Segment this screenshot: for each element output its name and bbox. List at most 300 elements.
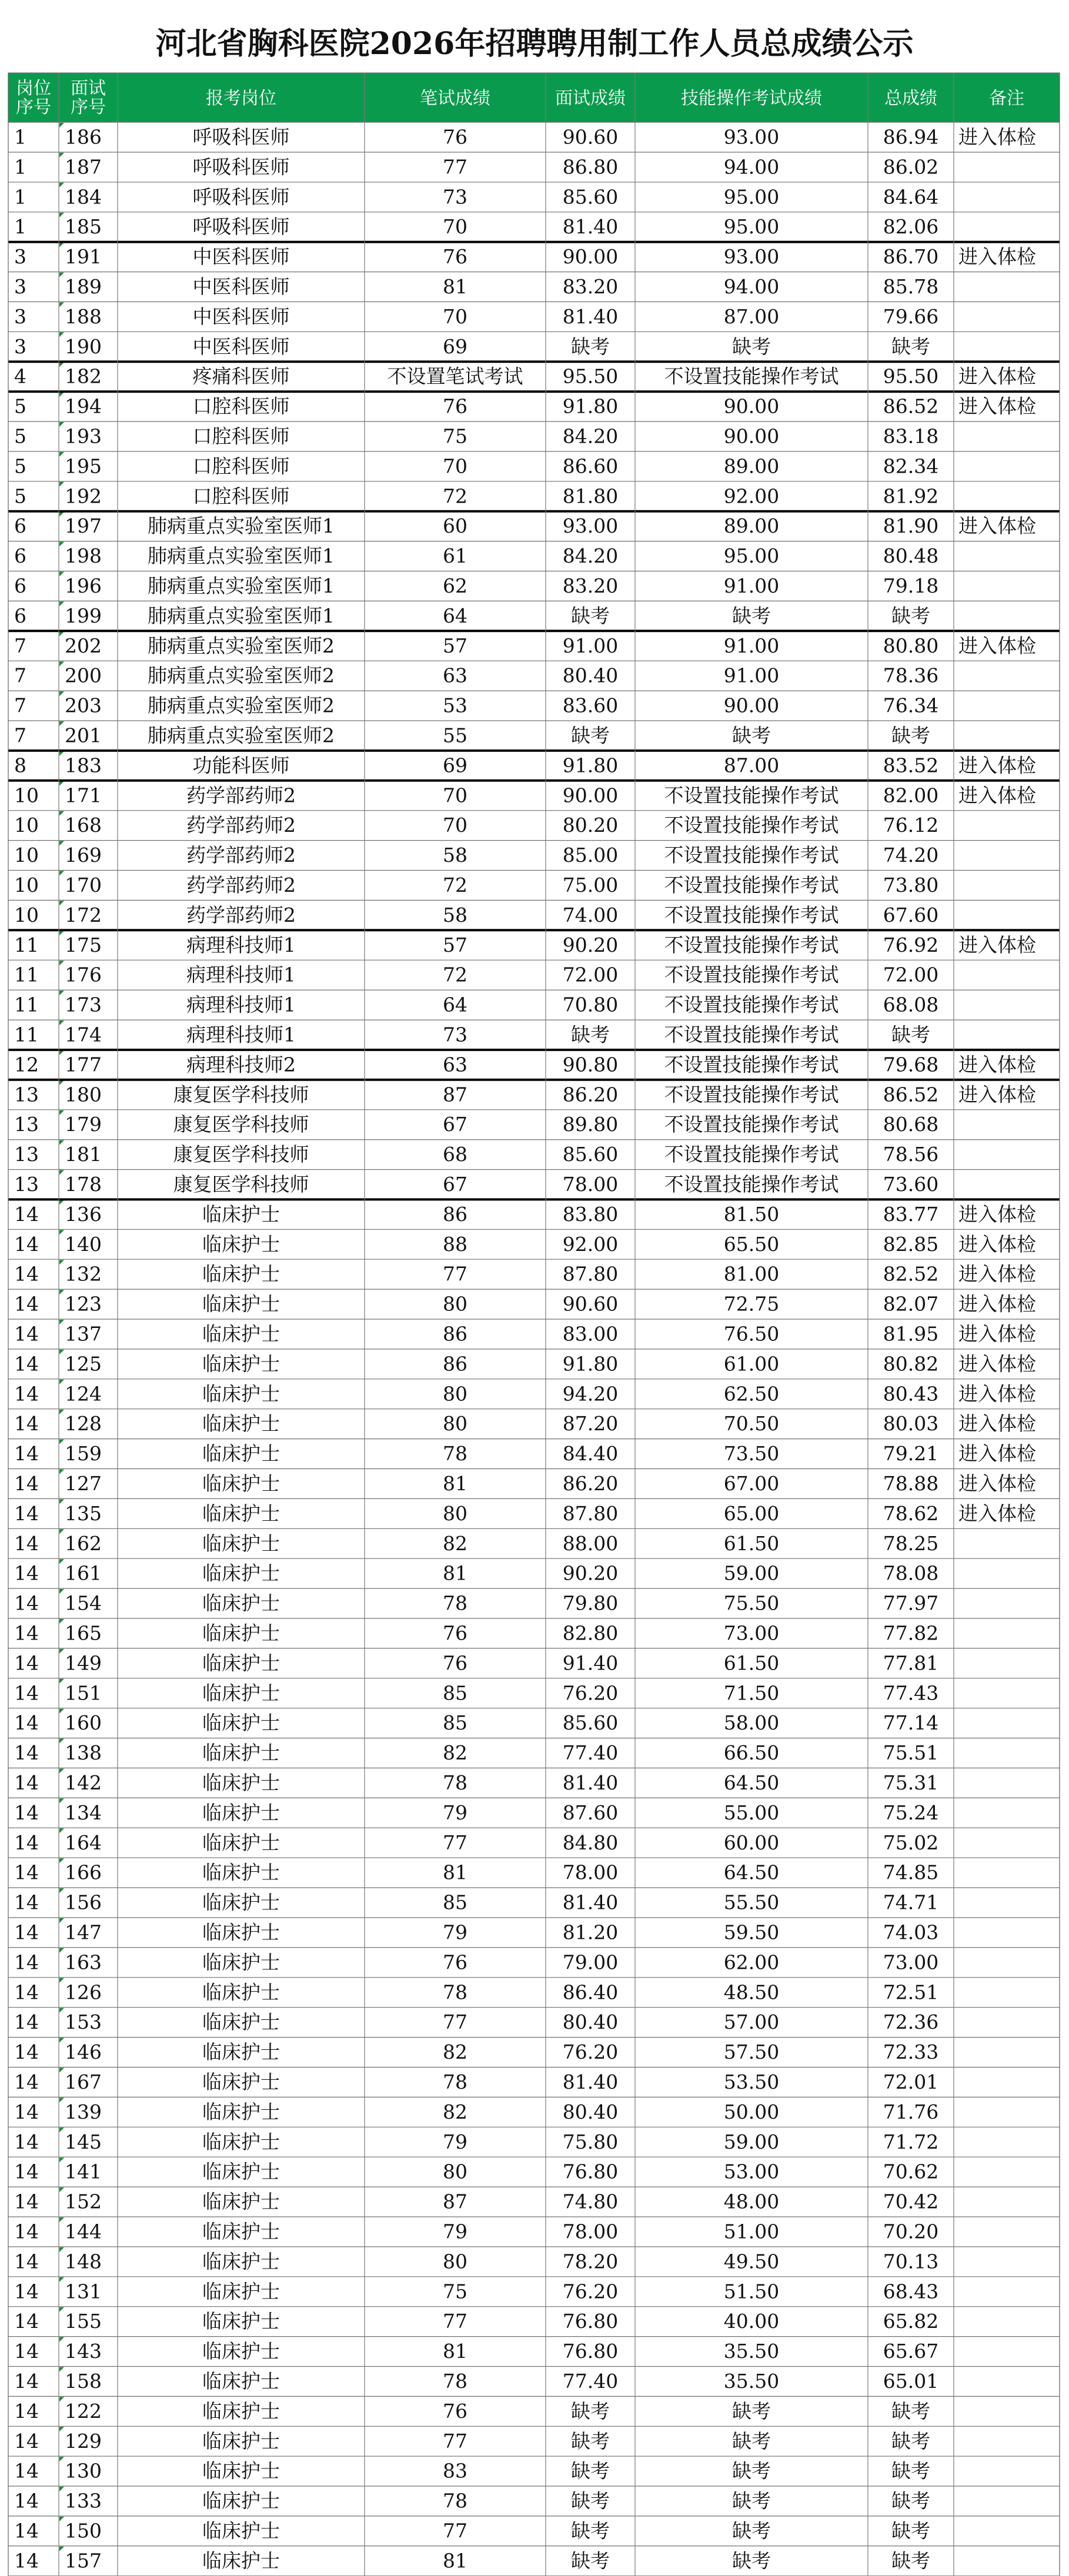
cell-interview-no: 141 — [65, 2160, 102, 2183]
cell-position: 临床护士 — [202, 1921, 280, 1944]
cell-written-score: 67 — [443, 1172, 467, 1196]
cell-written-score: 87 — [443, 1083, 467, 1106]
cell-position: 临床护士 — [202, 2549, 280, 2572]
cell-marker-icon — [59, 213, 64, 218]
table-row — [14, 2127, 938, 2153]
cell-interview-score: 78.00 — [562, 1861, 619, 1884]
cell-interview-score: 86.20 — [562, 1471, 619, 1495]
table-row — [14, 631, 1036, 657]
cell-post-no: 14 — [14, 1471, 39, 1495]
cell-marker-icon — [59, 1769, 64, 1774]
cell-interview-score: 78.00 — [562, 1172, 619, 1196]
cell-skill-score: 35.50 — [723, 2369, 780, 2393]
cell-position: 临床护士 — [202, 2489, 280, 2513]
cell-skill-score: 73.00 — [723, 1621, 780, 1645]
cell-written-score: 85 — [443, 1891, 467, 1914]
cell-post-no: 14 — [14, 1711, 39, 1735]
cell-interview-score: 缺考 — [571, 2519, 610, 2542]
cell-marker-icon — [59, 1230, 64, 1235]
cell-interview-score: 76.20 — [562, 1681, 619, 1705]
cell-marker-icon — [59, 1529, 64, 1534]
table-row — [14, 1051, 1036, 1076]
cell-marker-icon — [59, 691, 64, 696]
cell-position: 临床护士 — [202, 1591, 280, 1615]
cell-post-no: 1 — [14, 215, 26, 239]
cell-written-score: 80 — [443, 2160, 467, 2183]
cell-total-score: 78.08 — [883, 1561, 939, 1585]
cell-written-score: 57 — [443, 634, 467, 657]
cell-marker-icon — [59, 1080, 64, 1085]
cell-interview-score: 缺考 — [571, 334, 610, 358]
cell-interview-no: 190 — [65, 334, 102, 358]
cell-skill-score: 62.00 — [723, 1951, 780, 1974]
table-row — [14, 482, 938, 507]
cell-post-no: 6 — [14, 604, 26, 627]
table-row — [14, 2247, 938, 2273]
cell-interview-no: 157 — [65, 2549, 102, 2572]
cell-interview-score: 83.20 — [562, 574, 619, 597]
cell-written-score: 88 — [443, 1232, 467, 1256]
cell-written-score: 75 — [443, 2280, 467, 2303]
table-row — [14, 781, 1036, 807]
cell-post-no: 14 — [14, 2040, 39, 2064]
cell-written-score: 78 — [443, 1591, 467, 1615]
cell-marker-icon — [59, 2187, 64, 2192]
table-row — [14, 1170, 938, 1196]
cell-post-no: 14 — [14, 1771, 39, 1794]
cell-marker-icon — [59, 1140, 64, 1145]
cell-position: 口腔科医师 — [192, 484, 290, 508]
cell-total-score: 80.82 — [883, 1352, 939, 1376]
cell-remark: 进入体检 — [958, 634, 1036, 657]
cell-post-no: 14 — [14, 1412, 39, 1436]
cell-written-score: 60 — [443, 514, 467, 538]
table-row — [14, 1380, 1036, 1405]
cell-remark: 进入体检 — [958, 1501, 1036, 1525]
cell-marker-icon — [59, 2038, 64, 2043]
table-row — [14, 1140, 938, 1166]
cell-written-score: 77 — [443, 2519, 467, 2542]
cell-post-no: 14 — [14, 2310, 39, 2333]
cell-position: 临床护士 — [202, 1980, 280, 2004]
cell-position: 临床护士 — [202, 1891, 280, 1914]
cell-skill-score: 53.00 — [723, 2160, 780, 2183]
cell-skill-score: 49.50 — [723, 2250, 780, 2273]
cell-interview-no: 163 — [65, 1951, 102, 1974]
cell-interview-score: 缺考 — [571, 1023, 610, 1046]
cell-post-no: 5 — [14, 484, 26, 508]
cell-interview-no: 172 — [65, 903, 102, 926]
cell-written-score: 73 — [443, 1023, 467, 1046]
cell-position: 临床护士 — [202, 1771, 280, 1794]
cell-interview-no: 182 — [65, 364, 102, 388]
cell-skill-score: 不设置技能操作考试 — [664, 993, 839, 1016]
cell-total-score: 86.02 — [883, 155, 939, 179]
cell-interview-score: 85.60 — [562, 1143, 619, 1166]
cell-total-score: 79.21 — [883, 1442, 939, 1466]
cell-total-score: 74.85 — [883, 1861, 939, 1884]
cell-interview-score: 75.00 — [562, 873, 619, 896]
cell-interview-score: 91.40 — [562, 1651, 619, 1675]
cell-skill-score: 95.00 — [723, 215, 780, 239]
cell-skill-score: 缺考 — [732, 334, 771, 358]
cell-position: 临床护士 — [202, 1951, 280, 1974]
cell-post-no: 7 — [14, 724, 26, 747]
cell-skill-score: 89.00 — [723, 454, 780, 478]
cell-marker-icon — [59, 2397, 64, 2401]
cell-marker-icon — [59, 2427, 64, 2431]
cell-post-no: 3 — [14, 305, 26, 328]
cell-total-score: 71.72 — [883, 2130, 939, 2153]
cell-written-score: 76 — [443, 394, 467, 418]
cell-skill-score: 不设置技能操作考试 — [664, 1113, 839, 1136]
cell-marker-icon — [59, 1410, 64, 1414]
table-row — [14, 2397, 930, 2422]
cell-interview-score: 70.80 — [562, 993, 619, 1016]
cell-remark: 进入体检 — [958, 1442, 1036, 1466]
cell-interview-no: 180 — [65, 1083, 102, 1106]
cell-position: 药学部药师2 — [186, 873, 296, 896]
cell-interview-score: 72.00 — [562, 963, 619, 986]
cell-total-score: 73.80 — [883, 873, 939, 896]
cell-position: 临床护士 — [202, 1801, 280, 1824]
cell-skill-score: 55.50 — [723, 1891, 780, 1914]
cell-position: 病理科技师1 — [186, 1023, 296, 1046]
cell-interview-no: 191 — [65, 245, 102, 269]
cell-skill-score: 93.00 — [723, 245, 780, 269]
cell-written-score: 80 — [443, 1501, 467, 1525]
cell-interview-score: 92.00 — [562, 1232, 619, 1256]
cell-skill-score: 不设置技能操作考试 — [664, 1053, 839, 1076]
cell-total-score: 78.56 — [883, 1143, 939, 1166]
cell-written-score: 69 — [443, 334, 467, 358]
cell-skill-score: 55.00 — [723, 1801, 780, 1824]
cell-position: 肺病重点实验室医师2 — [148, 694, 335, 717]
cell-post-no: 14 — [14, 1681, 39, 1705]
cell-post-no: 14 — [14, 2369, 39, 2393]
cell-interview-no: 189 — [65, 275, 102, 298]
cell-post-no: 14 — [14, 2489, 39, 2513]
cell-written-score: 67 — [443, 1113, 467, 1136]
cell-interview-no: 151 — [65, 1681, 102, 1705]
cell-post-no: 14 — [14, 1921, 39, 1944]
cell-interview-score: 84.20 — [562, 424, 619, 448]
cell-marker-icon — [59, 332, 64, 337]
cell-interview-score: 76.20 — [562, 2280, 619, 2303]
cell-interview-no: 177 — [65, 1053, 102, 1076]
cell-interview-score: 95.50 — [562, 364, 619, 388]
cell-interview-no: 146 — [65, 2040, 102, 2064]
cell-position: 口腔科医师 — [192, 424, 290, 448]
cell-interview-no: 122 — [65, 2399, 102, 2423]
cell-post-no: 1 — [14, 155, 26, 179]
table-row — [14, 811, 938, 837]
cell-written-score: 80 — [443, 1412, 467, 1436]
cell-marker-icon — [59, 2217, 64, 2222]
cell-interview-no: 140 — [65, 1232, 102, 1256]
cell-written-score: 81 — [443, 2549, 467, 2572]
cell-post-no: 14 — [14, 1442, 39, 1466]
cell-post-no: 14 — [14, 1202, 39, 1226]
cell-marker-icon — [59, 183, 64, 188]
cell-position: 临床护士 — [202, 2340, 280, 2363]
cell-written-score: 70 — [443, 215, 467, 239]
cell-total-score: 82.00 — [883, 784, 939, 807]
cell-remark: 进入体检 — [958, 1202, 1036, 1226]
cell-skill-score: 53.50 — [723, 2070, 780, 2093]
cell-post-no: 14 — [14, 2070, 39, 2093]
cell-total-score: 80.68 — [883, 1113, 939, 1136]
cell-skill-score: 72.75 — [723, 1292, 780, 1316]
cell-post-no: 14 — [14, 1621, 39, 1645]
cell-position: 临床护士 — [202, 2399, 280, 2423]
cell-skill-score: 不设置技能操作考试 — [664, 1023, 839, 1046]
table-row — [14, 901, 938, 926]
cell-interview-score: 81.40 — [562, 1891, 619, 1914]
cell-interview-no: 137 — [65, 1322, 102, 1346]
cell-interview-score: 75.80 — [562, 2130, 619, 2153]
table-row — [14, 1290, 1036, 1315]
table-row — [14, 392, 1036, 417]
cell-written-score: 87 — [443, 2190, 467, 2213]
cell-post-no: 14 — [14, 1891, 39, 1914]
cell-marker-icon — [59, 1679, 64, 1684]
cell-position: 临床护士 — [202, 1621, 280, 1645]
cell-post-no: 14 — [14, 2010, 39, 2034]
cell-marker-icon — [59, 1200, 64, 1205]
cell-written-score: 79 — [443, 2220, 467, 2243]
cell-interview-no: 173 — [65, 993, 102, 1016]
cell-interview-no: 144 — [65, 2220, 102, 2243]
cell-post-no: 14 — [14, 2519, 39, 2542]
cell-marker-icon — [59, 542, 64, 547]
cell-interview-score: 缺考 — [571, 604, 610, 627]
cell-post-no: 14 — [14, 1591, 39, 1615]
cell-marker-icon — [59, 2517, 64, 2521]
table-row — [14, 1619, 938, 1644]
cell-interview-no: 186 — [65, 125, 102, 149]
cell-skill-score: 51.50 — [723, 2280, 780, 2303]
table-row — [14, 2517, 930, 2542]
header-skill-score: 技能操作考试成绩 — [681, 88, 822, 109]
cell-skill-score: 95.00 — [723, 185, 780, 209]
cell-total-score: 缺考 — [891, 334, 930, 358]
cell-post-no: 14 — [14, 1951, 39, 1974]
cell-interview-no: 133 — [65, 2489, 102, 2513]
cell-post-no: 14 — [14, 2340, 39, 2363]
cell-remark: 进入体检 — [958, 1322, 1036, 1346]
cell-marker-icon — [59, 1888, 64, 1893]
cell-interview-no: 161 — [65, 1561, 102, 1585]
cell-interview-no: 147 — [65, 1921, 102, 1944]
cell-interview-score: 94.20 — [562, 1382, 619, 1406]
cell-written-score: 80 — [443, 1382, 467, 1406]
cell-total-score: 70.20 — [883, 2220, 939, 2243]
cell-position: 临床护士 — [202, 1202, 280, 1226]
cell-interview-no: 196 — [65, 574, 102, 597]
cell-interview-score: 81.40 — [562, 305, 619, 328]
cell-post-no: 10 — [14, 903, 39, 926]
table-row — [14, 1021, 930, 1046]
table-row — [14, 1739, 938, 1764]
cell-remark: 进入体检 — [958, 125, 1036, 149]
table-row — [14, 1200, 1036, 1225]
cell-interview-score: 93.00 — [562, 514, 619, 538]
cell-position: 临床护士 — [202, 2220, 280, 2243]
cell-written-score: 76 — [443, 1621, 467, 1645]
table-row — [14, 332, 930, 357]
cell-interview-score: 84.20 — [562, 544, 619, 568]
cell-skill-score: 64.50 — [723, 1771, 780, 1794]
cell-written-score: 85 — [443, 1711, 467, 1735]
table-row — [14, 1888, 938, 1913]
cell-written-score: 61 — [443, 544, 467, 568]
header-written-score: 笔试成绩 — [420, 88, 490, 109]
cell-written-score: 69 — [443, 754, 467, 777]
cell-interview-score: 74.00 — [562, 903, 619, 926]
header-total-score: 总成绩 — [884, 88, 937, 109]
cell-interview-no: 143 — [65, 2340, 102, 2363]
cell-interview-score: 81.80 — [562, 484, 619, 508]
cell-skill-score: 48.50 — [723, 1980, 780, 2004]
cell-skill-score: 不设置技能操作考试 — [664, 903, 839, 926]
cell-position: 临床护士 — [202, 2280, 280, 2303]
cell-post-no: 10 — [14, 814, 39, 837]
cell-position: 药学部药师2 — [186, 844, 296, 867]
cell-skill-score: 不设置技能操作考试 — [664, 844, 839, 867]
cell-written-score: 83 — [443, 2459, 467, 2483]
table-row — [14, 362, 1036, 387]
cell-total-score: 86.94 — [883, 125, 939, 149]
cell-total-score: 79.66 — [883, 305, 939, 328]
cell-position: 临床护士 — [202, 1861, 280, 1884]
cell-position: 临床护士 — [202, 2040, 280, 2064]
cell-interview-no: 169 — [65, 844, 102, 867]
cell-post-no: 14 — [14, 2399, 39, 2423]
cell-interview-score: 缺考 — [571, 2399, 610, 2423]
cell-skill-score: 94.00 — [723, 155, 780, 179]
cell-post-no: 14 — [14, 1262, 39, 1286]
cell-written-score: 81 — [443, 2340, 467, 2363]
cell-remark: 进入体检 — [958, 1262, 1036, 1286]
cell-total-score: 68.08 — [883, 993, 939, 1016]
cell-total-score: 75.51 — [883, 1741, 939, 1765]
cell-total-score: 78.25 — [883, 1531, 939, 1555]
cell-post-no: 1 — [14, 185, 26, 209]
cell-position: 临床护士 — [202, 2100, 280, 2123]
cell-interview-score: 90.60 — [562, 1292, 619, 1316]
cell-post-no: 7 — [14, 694, 26, 717]
cell-total-score: 76.12 — [883, 814, 939, 837]
cell-position: 临床护士 — [202, 1412, 280, 1436]
cell-skill-score: 不设置技能操作考试 — [664, 933, 839, 956]
cell-interview-score: 74.80 — [562, 2190, 619, 2213]
cell-position: 临床护士 — [202, 2130, 280, 2153]
cell-position: 肺病重点实验室医师1 — [148, 514, 335, 538]
table-row — [14, 691, 938, 717]
cell-written-score: 76 — [443, 1951, 467, 1974]
cell-skill-score: 60.00 — [723, 1831, 780, 1854]
cell-post-no: 14 — [14, 1801, 39, 1824]
cell-post-no: 14 — [14, 1232, 39, 1256]
cell-position: 临床护士 — [202, 1352, 280, 1376]
cell-interview-score: 81.40 — [562, 2070, 619, 2093]
cell-interview-no: 138 — [65, 1741, 102, 1765]
cell-post-no: 14 — [14, 2160, 39, 2183]
cell-interview-no: 176 — [65, 963, 102, 986]
cell-total-score: 缺考 — [891, 2399, 930, 2423]
results-table — [8, 73, 1060, 2576]
cell-written-score: 57 — [443, 933, 467, 956]
cell-skill-score: 91.00 — [723, 574, 780, 597]
cell-interview-no: 153 — [65, 2010, 102, 2034]
table-row — [14, 1440, 1036, 1465]
cell-marker-icon — [59, 1589, 64, 1594]
cell-marker-icon — [59, 2097, 64, 2102]
table-row — [14, 661, 938, 687]
cell-marker-icon — [59, 1290, 64, 1294]
cell-interview-no: 181 — [65, 1143, 102, 1166]
cell-written-score: 81 — [443, 275, 467, 298]
cell-position: 肺病重点实验室医师2 — [148, 724, 335, 747]
cell-total-score: 77.43 — [883, 1681, 939, 1705]
cell-post-no: 6 — [14, 544, 26, 568]
cell-marker-icon — [59, 1440, 64, 1444]
cell-total-score: 72.36 — [883, 2010, 939, 2034]
cell-marker-icon — [59, 811, 64, 816]
cell-remark: 进入体检 — [958, 1083, 1036, 1106]
cell-interview-no: 139 — [65, 2100, 102, 2123]
cell-total-score: 72.51 — [883, 1980, 939, 2004]
cell-position: 药学部药师2 — [186, 814, 296, 837]
cell-interview-no: 154 — [65, 1591, 102, 1615]
cell-total-score: 86.52 — [883, 394, 939, 418]
cell-skill-score: 40.00 — [723, 2310, 780, 2333]
cell-total-score: 70.13 — [883, 2250, 939, 2273]
cell-total-score: 83.18 — [883, 424, 939, 448]
cell-skill-score: 58.00 — [723, 1711, 780, 1735]
cell-written-score: 75 — [443, 424, 467, 448]
cell-marker-icon — [59, 751, 64, 756]
cell-skill-score: 缺考 — [732, 2549, 771, 2572]
cell-marker-icon — [59, 991, 64, 995]
cell-total-score: 缺考 — [891, 2459, 930, 2483]
cell-interview-no: 198 — [65, 544, 102, 568]
cell-interview-score: 91.00 — [562, 634, 619, 657]
cell-position: 临床护士 — [202, 2519, 280, 2542]
cell-interview-score: 缺考 — [571, 2489, 610, 2513]
cell-marker-icon — [59, 1948, 64, 1953]
cell-written-score: 不设置笔试考试 — [387, 364, 523, 388]
cell-interview-no: 202 — [65, 634, 102, 657]
cell-written-score: 77 — [443, 1262, 467, 1286]
cell-post-no: 6 — [14, 514, 26, 538]
cell-interview-no: 148 — [65, 2250, 102, 2273]
table-row — [14, 2487, 930, 2512]
cell-interview-score: 84.80 — [562, 1831, 619, 1854]
cell-written-score: 76 — [443, 125, 467, 149]
table-row — [14, 2457, 930, 2482]
cell-skill-score: 59.00 — [723, 1561, 780, 1585]
cell-total-score: 71.76 — [883, 2100, 939, 2123]
cell-written-score: 79 — [443, 1921, 467, 1944]
cell-post-no: 14 — [14, 1352, 39, 1376]
header-position: 报考岗位 — [206, 88, 276, 109]
cell-interview-score: 76.80 — [562, 2160, 619, 2183]
cell-remark: 进入体检 — [958, 754, 1036, 777]
cell-interview-no: 199 — [65, 604, 102, 627]
cell-post-no: 11 — [14, 1023, 39, 1046]
